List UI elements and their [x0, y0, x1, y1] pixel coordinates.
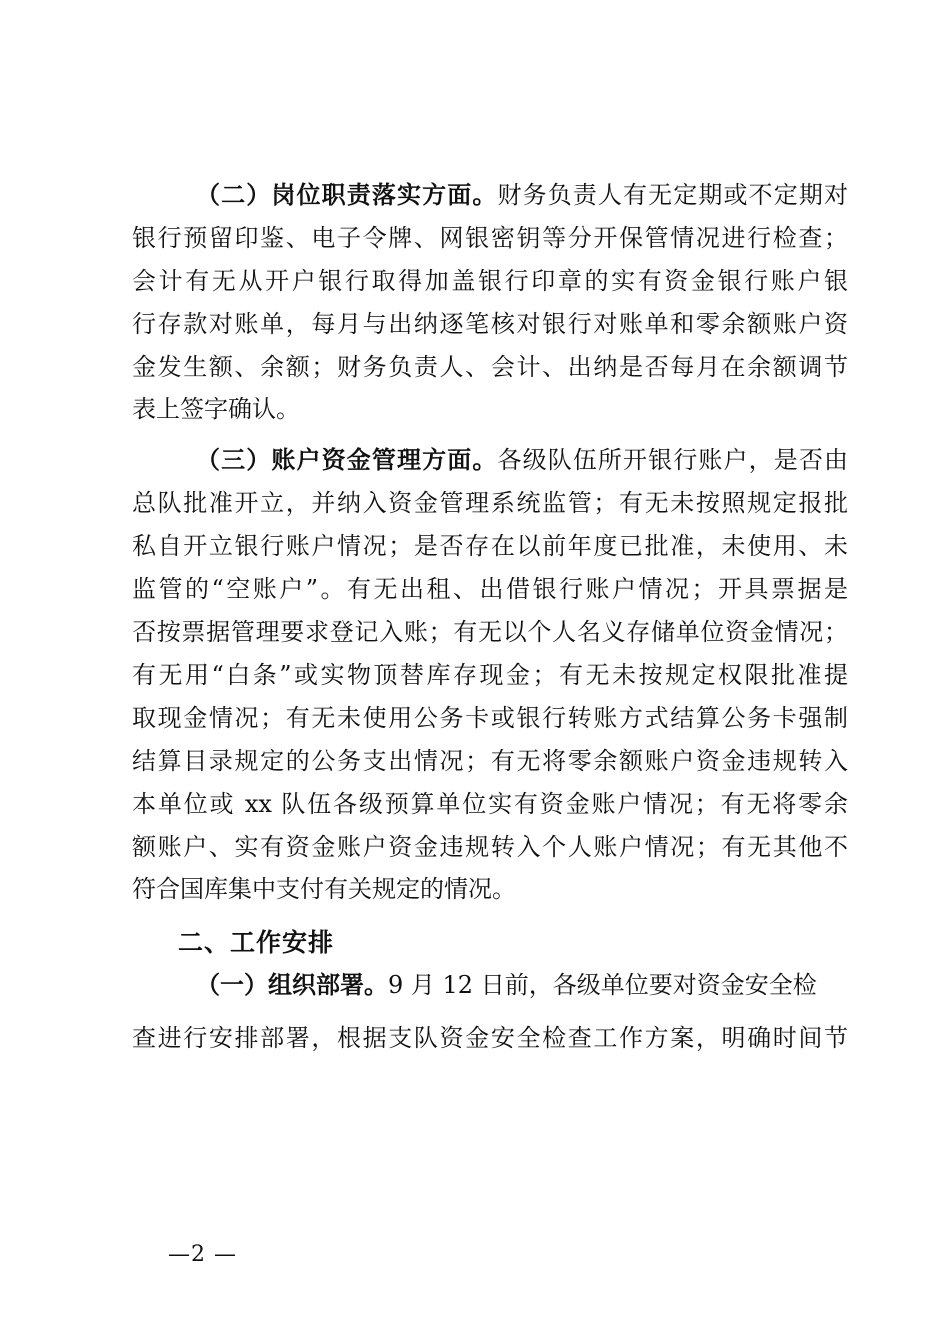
paragraph-line: 金发生额、余额；财务负责人、会计、出纳是否每月在余额调节 [132, 353, 848, 381]
paragraph-line: 表上签字确认。 [132, 395, 300, 423]
paragraph-line: （一）组织部署。9 月 12 日前，各级单位要对资金安全检 [196, 971, 817, 999]
section-heading: 二、工作安排 [178, 928, 335, 957]
paragraph-line: 额账户、实有资金账户资金违规转入个人账户情况；有无其他不 [132, 833, 848, 861]
section-lead: （三）账户资金管理方面。 [196, 446, 498, 474]
paragraph-line: 结算目录规定的公务支出情况；有无将零余额账户资金违规转入 [132, 747, 848, 775]
paragraph-line: 符合国库集中支付有关规定的情况。 [132, 875, 516, 903]
paragraph-line: 查进行安排部署，根据支队资金安全检查工作方案，明确时间节 [132, 1024, 848, 1052]
section-lead: （二）岗位职责落实方面。 [196, 181, 498, 209]
paragraph-line: 银行预留印鉴、电子令牌、网银密钥等分开保管情况进行检查； [132, 224, 848, 252]
paragraph-line: 否按票据管理要求登记入账；有无以个人名义存储单位资金情况； [132, 618, 848, 646]
paragraph-line: 有无用“白条”或实物顶替库存现金；有无未按规定权限批准提 [132, 661, 848, 689]
section-lead: （一）组织部署。 [196, 971, 388, 999]
paragraph-line: 监管的“空账户”。有无出租、出借银行账户情况；开具票据是 [132, 575, 848, 603]
paragraph-line: 总队批准开立，并纳入资金管理系统监管；有无未按照规定报批 [132, 489, 848, 517]
paragraph-line: （三）账户资金管理方面。各级队伍所开银行账户，是否由 [196, 446, 849, 474]
paragraph-line: 私自开立银行账户情况；是否存在以前年度已批准，未使用、未 [132, 532, 848, 560]
paragraph-line: 本单位或 xx 队伍各级预算单位实有资金账户情况；有无将零余 [132, 790, 848, 818]
paragraph-line: 取现金情况；有无未使用公务卡或银行转账方式结算公务卡强制 [132, 704, 848, 732]
paragraph-line: 会计有无从开户银行取得加盖银行印章的实有资金银行账户银 [132, 267, 848, 295]
page-number: —2 — [168, 1242, 237, 1267]
paragraph-line: 行存款对账单，每月与出纳逐笔核对银行对账单和零余额账户资 [132, 310, 848, 338]
paragraph-line: （二）岗位职责落实方面。财务负责人有无定期或不定期对 [196, 181, 849, 209]
